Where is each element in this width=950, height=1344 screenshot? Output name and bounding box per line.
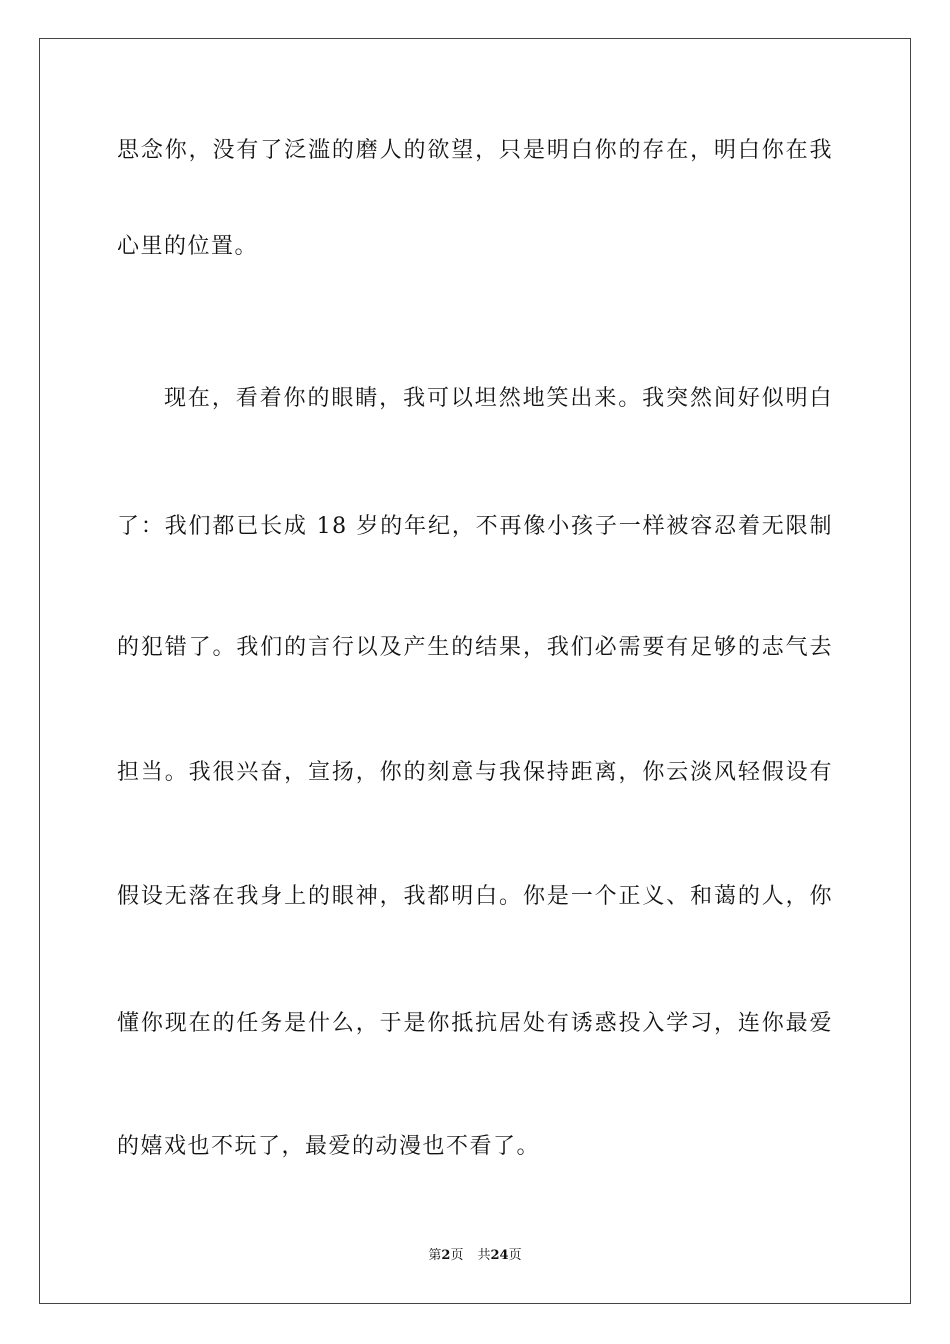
total-prefix: 共 bbox=[477, 1248, 491, 1263]
page-number: 2 bbox=[441, 1248, 451, 1263]
text-line-6: 担当。我很兴奋，宣扬，你的刻意与我保持距离，你云淡风轻假设有 bbox=[117, 760, 833, 785]
total-suffix: 页 bbox=[508, 1248, 522, 1263]
text-line-8: 懂你现在的任务是什么，于是你抵抗居处有诱惑投入学习，连你最爱 bbox=[117, 1011, 833, 1036]
page-suffix: 页 bbox=[450, 1248, 464, 1263]
text-line-2: 心里的位置。 bbox=[117, 234, 259, 259]
text-line-1: 思念你，没有了泛滥的磨人的欲望，只是明白你的存在，明白你在我 bbox=[117, 138, 833, 163]
page-footer bbox=[0, 1247, 950, 1265]
text-line-3: 现在，看着你的眼睛，我可以坦然地笑出来。我突然间好似明白 bbox=[164, 386, 833, 411]
page-prefix: 第 bbox=[428, 1248, 442, 1263]
total-pages: 24 bbox=[490, 1248, 509, 1263]
text-line-9: 的嬉戏也不玩了，最爱的动漫也不看了。 bbox=[117, 1134, 541, 1159]
page-border bbox=[39, 38, 911, 1304]
text-line-7: 假设无落在我身上的眼神，我都明白。你是一个正义、和蔼的人，你 bbox=[117, 884, 833, 909]
text-line-5: 的犯错了。我们的言行以及产生的结果，我们必需要有足够的志气去 bbox=[117, 635, 833, 660]
text-line-4: 了：我们都已长成 18 岁的年纪，不再像小孩子一样被容忍着无限制 bbox=[117, 514, 833, 539]
